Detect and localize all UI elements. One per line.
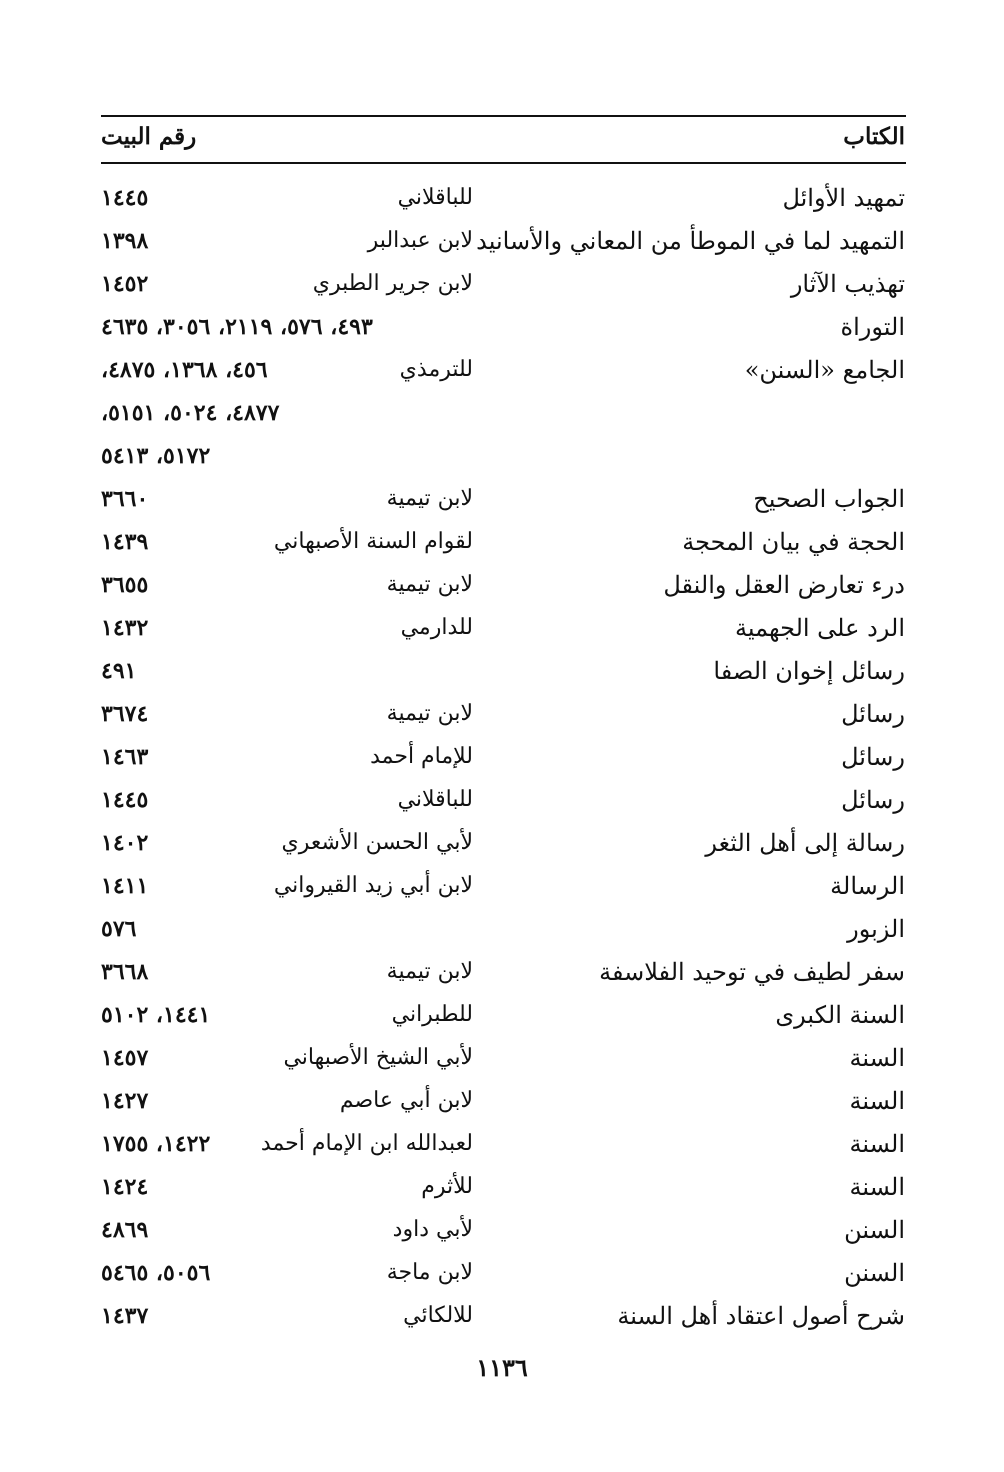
book-author: للأثرم — [421, 1174, 473, 1199]
table-row — [0, 778, 1004, 822]
table-row — [0, 606, 1004, 650]
table-row — [0, 1165, 1004, 1209]
book-author: لابن تيمية — [386, 572, 473, 597]
table-row — [0, 1122, 1004, 1166]
book-title: الرسالة — [830, 872, 905, 900]
book-title: السنة — [849, 1087, 905, 1115]
verse-numbers: ١٤٤١، ٥١٠٢ — [101, 1002, 211, 1028]
book-title: الجواب الصحيح — [753, 485, 905, 513]
book-author: للباقلاني — [397, 787, 473, 812]
verse-numbers: ١٤١١ — [101, 873, 149, 899]
book-author: للباقلاني — [397, 185, 473, 210]
table-row — [0, 262, 1004, 306]
verse-numbers: ١٤٦٣ — [101, 744, 149, 770]
table-row — [0, 950, 1004, 994]
book-author: لأبي الشيخ الأصبهاني — [283, 1045, 473, 1070]
book-title: الرد على الجهمية — [735, 614, 905, 642]
book-title: شرح أصول اعتقاد أهل السنة — [617, 1302, 905, 1330]
book-author: لابن أبي عاصم — [339, 1088, 473, 1113]
table-row — [0, 735, 1004, 779]
book-title: الزبور — [847, 915, 905, 943]
book-title: السنة الكبرى — [775, 1001, 905, 1029]
header-top-rule — [101, 115, 906, 117]
book-author: لأبي الحسن الأشعري — [281, 830, 473, 855]
book-title: رسائل — [841, 700, 905, 728]
verse-numbers: ٤٩١ — [101, 658, 137, 684]
book-author: لعبدالله ابن الإمام أحمد — [260, 1131, 473, 1156]
column-header-book: الكتاب — [843, 123, 905, 150]
verse-numbers: ١٤٣٧ — [101, 1303, 149, 1329]
book-title: التوراة — [840, 313, 905, 341]
page-number: ١١٣٦ — [476, 1353, 528, 1382]
verse-numbers: ٥٧٦ — [101, 916, 137, 942]
book-title: رسائل إخوان الصفا — [713, 657, 905, 685]
book-title: السنن — [844, 1259, 905, 1287]
verse-numbers: ٤٨٧٧، ٥٠٢٤، ٥١٥١، — [101, 400, 280, 426]
verse-numbers: ١٤٥٧ — [101, 1045, 149, 1071]
book-author: لأبي داود — [392, 1217, 473, 1242]
book-author: لابن تيمية — [386, 486, 473, 511]
book-author: للالكائي — [403, 1303, 473, 1328]
book-title: الجامع «السنن» — [744, 356, 905, 384]
book-author: للطبراني — [391, 1002, 473, 1027]
book-title: سفر لطيف في توحيد الفلاسفة — [599, 958, 905, 986]
table-row — [0, 219, 1004, 263]
verse-numbers: ٥٠٥٦، ٥٤٦٥ — [101, 1260, 211, 1286]
verse-numbers: ١٤٤٥ — [101, 185, 149, 211]
table-row — [0, 305, 1004, 349]
book-title: السنة — [849, 1173, 905, 1201]
table-row — [0, 649, 1004, 693]
verse-numbers: ٤٥٦، ١٣٦٨، ٤٨٧٥، — [101, 357, 268, 383]
book-title: رسائل — [841, 786, 905, 814]
book-author: للإمام أحمد — [370, 744, 473, 769]
table-row — [0, 477, 1004, 521]
book-author: لابن جرير الطبري — [312, 271, 473, 296]
column-header-verse-number: رقم البيت — [101, 123, 197, 150]
book-author: لابن ماجة — [386, 1260, 473, 1285]
verse-numbers: ٣٦٦٠ — [101, 486, 149, 512]
table-row — [0, 1294, 1004, 1338]
book-title: تمهيد الأوائل — [782, 184, 905, 212]
book-author: لابن عبدالبر — [367, 228, 473, 253]
table-row — [0, 1251, 1004, 1295]
verse-numbers: ١٣٩٨ — [101, 228, 149, 254]
book-author: لقوام السنة الأصبهاني — [273, 529, 473, 554]
verse-numbers: ١٤٠٢ — [101, 830, 149, 856]
table-row — [0, 993, 1004, 1037]
verse-numbers: ٣٦٥٥ — [101, 572, 149, 598]
verse-numbers: ١٤٣٢ — [101, 615, 149, 641]
verse-numbers: ٤٩٣، ٥٧٦، ٢١١٩، ٣٠٥٦، ٤٦٣٥ — [101, 314, 373, 340]
book-author: لابن تيمية — [386, 959, 473, 984]
book-title: الحجة في بيان المحجة — [682, 528, 905, 556]
book-title: السنة — [849, 1044, 905, 1072]
verse-numbers: ١٤٢٧ — [101, 1088, 149, 1114]
table-row — [0, 1079, 1004, 1123]
table-row — [0, 821, 1004, 865]
table-row — [0, 391, 1004, 435]
verse-numbers: ١٤٢٤ — [101, 1174, 149, 1200]
table-row — [0, 520, 1004, 564]
book-author: لابن تيمية — [386, 701, 473, 726]
book-title: رسالة إلى أهل الثغر — [705, 829, 905, 857]
table-row — [0, 348, 1004, 392]
table-row — [0, 907, 1004, 951]
table-row — [0, 1208, 1004, 1252]
verse-numbers: ١٤٥٢ — [101, 271, 149, 297]
table-row — [0, 692, 1004, 736]
book-author: للترمذي — [399, 357, 473, 382]
book-author: لابن أبي زيد القيرواني — [273, 873, 473, 898]
verse-numbers: ٣٦٧٤ — [101, 701, 149, 727]
table-row — [0, 434, 1004, 478]
book-title: درء تعارض العقل والنقل — [663, 571, 905, 599]
verse-numbers: ٤٨٦٩ — [101, 1217, 149, 1243]
verse-numbers: ١٤٢٢، ١٧٥٥ — [101, 1131, 211, 1157]
table-row — [0, 864, 1004, 908]
book-title: التمهيد لما في الموطأ من المعاني والأسانيد — [476, 227, 905, 255]
book-author: للدارمي — [400, 615, 473, 640]
book-title: رسائل — [841, 743, 905, 771]
table-row — [0, 1036, 1004, 1080]
header-bottom-rule — [101, 162, 906, 164]
table-row — [0, 563, 1004, 607]
table-row — [0, 176, 1004, 220]
verse-numbers: ٥١٧٢، ٥٤١٣ — [101, 443, 211, 469]
verse-numbers: ١٤٤٥ — [101, 787, 149, 813]
verse-numbers: ١٤٣٩ — [101, 529, 149, 555]
book-title: السنن — [844, 1216, 905, 1244]
book-title: السنة — [849, 1130, 905, 1158]
verse-numbers: ٣٦٦٨ — [101, 959, 149, 985]
book-title: تهذيب الآثار — [790, 270, 905, 298]
